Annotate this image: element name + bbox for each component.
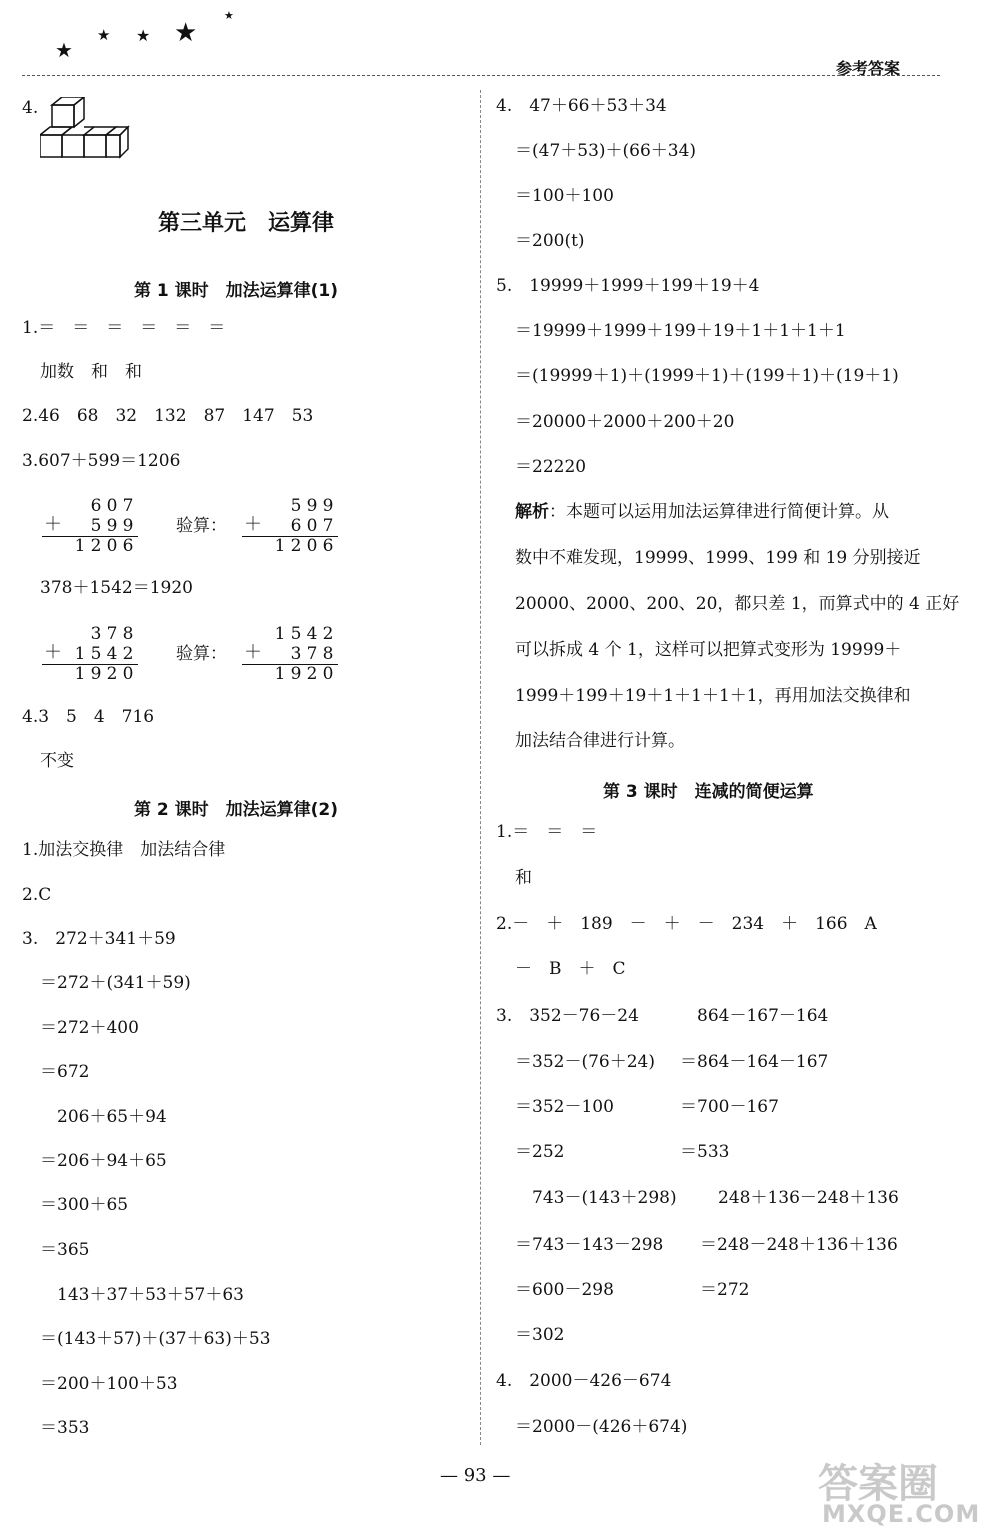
check-label: 验算：: [176, 644, 227, 664]
calc-result: 1 9 2 0: [274, 664, 334, 684]
lesson2-line: 143＋37＋53＋57＋63: [40, 1285, 244, 1305]
lesson2-line: 206＋65＋94: [40, 1107, 167, 1127]
calc-top-number: 1 5 4 2: [274, 624, 334, 644]
calc-top-number: 3 7 8: [90, 624, 134, 644]
grid-cell: ＝700－167: [680, 1097, 779, 1117]
plus-sign: ＋: [44, 514, 62, 535]
lesson2-line: 3. 272＋341＋59: [22, 929, 176, 949]
watermark-logo: 答案圈: [818, 1461, 938, 1507]
star-icon: ★: [174, 18, 198, 48]
calc-second-number: 6 0 7: [290, 516, 334, 536]
right-line: ＝200(t): [515, 231, 585, 251]
grid-cell: ＝533: [680, 1142, 730, 1162]
right-line: ＝22220: [515, 457, 587, 477]
lesson1-answer-4b: 不变: [40, 751, 74, 771]
lesson1-answer-2: 2.46 68 32 132 87 147 53: [22, 406, 314, 426]
lesson2-line: ＝672: [40, 1062, 90, 1082]
lesson1-answer-4: 4.3 5 4 716: [22, 707, 155, 727]
unit-title: 第三单元 运算律: [158, 211, 335, 236]
lesson2-line: ＝272＋400: [40, 1018, 139, 1038]
analysis-text: ：本题可以运用加法运算律进行简便计算。从: [549, 502, 889, 522]
grid-cell: ＝352－100: [515, 1097, 614, 1117]
analysis-text: 加法结合律进行计算。: [515, 731, 685, 751]
right-line: 4. 47＋66＋53＋34: [496, 96, 667, 116]
lesson3-line: 1.＝ ＝ ＝: [496, 822, 598, 842]
star-icon: ★: [224, 9, 234, 22]
column-divider: [480, 90, 481, 1445]
calc-result: 1 9 2 0: [74, 664, 134, 684]
analysis-paragraph: [515, 502, 889, 522]
analysis-text: 数中不难发现，19999、1999、199 和 19 分别接近: [515, 548, 921, 568]
cube-stack-icon: [40, 97, 130, 161]
star-icon: ★: [55, 38, 73, 62]
question-4-label: 4.: [22, 98, 39, 118]
analysis-text: 1999＋199＋19＋1＋1＋1＋1，再用加法交换律和: [515, 686, 911, 706]
calc-result: 1 2 0 6: [74, 536, 134, 556]
plus-sign: ＋: [44, 642, 62, 663]
lesson1-answer-1: 1.＝ ＝ ＝ ＝ ＝ ＝: [22, 318, 226, 338]
lesson2-line: ＝(143＋57)＋(37＋63)＋53: [40, 1329, 271, 1349]
grid-cell: ＝352－(76＋24): [515, 1052, 655, 1072]
plus-sign: ＋: [244, 642, 262, 663]
lesson-3-title: 第 3 课时 连减的简便运算: [603, 782, 814, 802]
calc-second-number: 1 5 4 2: [74, 644, 134, 664]
lesson3-line: － B ＋ C: [515, 959, 626, 979]
analysis-text: 20000、2000、200、20，都只差 1，而算式中的 4 正好: [515, 594, 960, 614]
lesson2-line: ＝353: [40, 1418, 90, 1438]
star-icon: ★: [136, 26, 151, 45]
lesson2-line: ＝200＋100＋53: [40, 1374, 178, 1394]
grid-cell: ＝864－164－167: [680, 1052, 829, 1072]
calc-top-number: 6 0 7: [90, 496, 134, 516]
lesson2-line: 1.加法交换律 加法结合律: [22, 840, 226, 860]
lesson3-line: 4. 2000－426－674: [496, 1371, 672, 1391]
lesson2-line: ＝272＋(341＋59): [40, 973, 191, 993]
lesson3-line: 和: [515, 868, 532, 888]
grid-cell: ＝302: [515, 1325, 565, 1345]
lesson2-line: ＝365: [40, 1240, 90, 1260]
grid-cell: 743－(143＋298): [515, 1188, 677, 1208]
right-line: ＝20000＋2000＋200＋20: [515, 412, 735, 432]
watermark-url: MXQE.COM: [822, 1500, 981, 1528]
lesson-2-title: 第 2 课时 加法运算律(2): [134, 800, 339, 820]
plus-sign: ＋: [244, 514, 262, 535]
lesson-1-title: 第 1 课时 加法运算律(1): [134, 281, 339, 301]
calc-top-number: 5 9 9: [290, 496, 334, 516]
grid-cell: 864－167－164: [697, 1006, 829, 1026]
grid-cell: ＝600－298: [515, 1280, 614, 1300]
right-line: ＝19999＋1999＋199＋19＋1＋1＋1＋1: [515, 321, 846, 341]
header-divider: [22, 75, 940, 76]
grid-cell: ＝743－143－298: [515, 1235, 664, 1255]
calc-second-number: 5 9 9: [90, 516, 134, 536]
lesson1-answer-3b: 378＋1542＝1920: [40, 578, 193, 598]
lesson1-answer-3: 3.607＋599＝1206: [22, 451, 181, 471]
right-line: ＝100＋100: [515, 186, 614, 206]
lesson2-line: 2.C: [22, 885, 52, 905]
right-line: ＝(19999＋1)＋(1999＋1)＋(199＋1)＋(19＋1): [515, 366, 899, 386]
calc-second-number: 3 7 8: [290, 644, 334, 664]
analysis-text: 可以拆成 4 个 1，这样可以把算式变形为 19999＋: [515, 640, 902, 660]
grid-cell: 248＋136－248＋136: [718, 1188, 899, 1208]
grid-cell: ＝248－248＋136＋136: [700, 1235, 898, 1255]
check-label: 验算：: [176, 516, 227, 536]
header-label: 参考答案: [836, 59, 901, 78]
right-line: ＝(47＋53)＋(66＋34): [515, 141, 697, 161]
lesson2-line: ＝300＋65: [40, 1195, 129, 1215]
grid-cell: ＝272: [700, 1280, 750, 1300]
right-line: 5. 19999＋1999＋199＋19＋4: [496, 276, 760, 296]
grid-cell: ＝252: [515, 1142, 565, 1162]
calc-result: 1 2 0 6: [274, 536, 334, 556]
page-number: — 93 —: [440, 1465, 511, 1486]
lesson3-line: ＝2000－(426＋674): [515, 1417, 688, 1437]
lesson1-answer-1b: 加数 和 和: [40, 362, 142, 382]
star-icon: ★: [97, 26, 111, 44]
lesson3-line: 2.－ ＋ 189 － ＋ － 234 ＋ 166 A: [496, 914, 877, 934]
analysis-label: 解析: [515, 502, 549, 522]
lesson2-line: ＝206＋94＋65: [40, 1151, 167, 1171]
grid-cell: 3. 352－76－24: [496, 1006, 639, 1026]
